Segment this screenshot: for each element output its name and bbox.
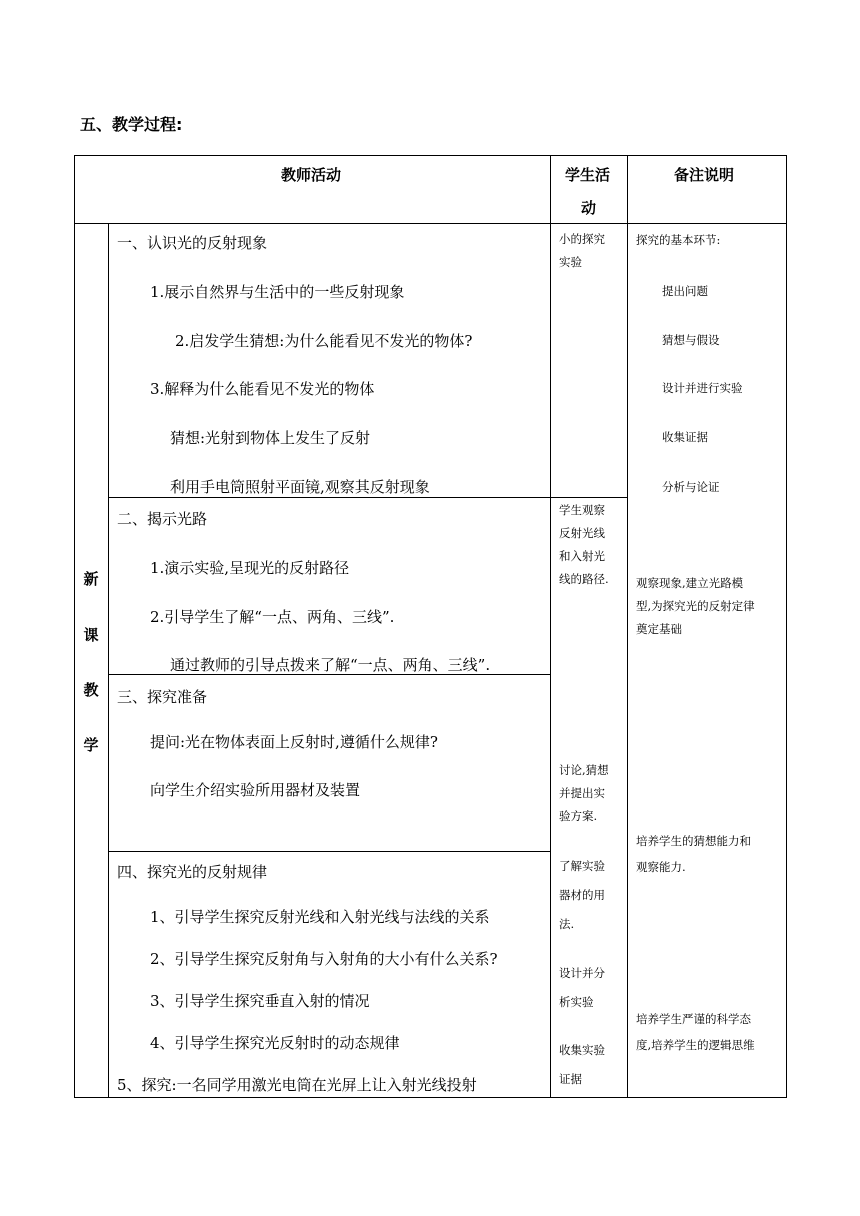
section-item: 4、引导学生探究光反射时的动态规律 [150,1034,400,1052]
table-bottom-border [74,1097,787,1098]
remark-note: 培养学生严谨的科学态 度,培养学生的逻辑思维 [636,1012,755,1052]
header-bottom-border [74,223,787,224]
section-item: 猜想:光射到物体上发生了反射 [170,429,371,447]
section-item: 1.演示实验,呈现光的反射路径 [150,559,350,577]
section-item: 1.展示自然界与生活中的一些反射现象 [150,283,405,301]
remark-steps-title: 探究的基本环节: [636,233,721,247]
phase-column-divider [108,223,109,1098]
section-item: 3、引导学生探究垂直入射的情况 [150,992,370,1010]
remark-step: 设计并进行实验 [662,381,743,395]
table-top-border [74,155,787,156]
student-note: 小的探究 实验 [559,232,605,269]
remark-step: 收集证据 [662,430,708,444]
table-right-border [786,155,787,1098]
student-note: 收集实验 证据 [559,1043,605,1086]
row-divider-3 [108,851,551,852]
section-title: 二、揭示光路 [117,510,208,528]
phase-label-char: 教 [83,681,99,699]
section-heading: 五、教学过程: [80,115,183,134]
remark-step: 猜想与假设 [662,333,720,347]
row-divider-1 [108,497,627,498]
remark-note: 培养学生的猜想能力和 观察能力. [636,834,751,874]
remark-step: 分析与论证 [662,480,720,494]
section-item: 通过教师的引导点拨来了解“一点、两角、三线”. [170,656,491,674]
section-item: 2、引导学生探究反射角与入射角的大小有什么关系? [150,950,498,968]
section-item: 利用手电筒照射平面镜,观察其反射现象 [170,478,430,496]
section-item: 2.引导学生了解“一点、两角、三线”. [150,608,395,626]
section-title: 四、探究光的反射规律 [117,863,268,881]
teacher-column-divider [550,155,551,1098]
remark-step: 提出问题 [662,284,708,298]
header-notes: 备注说明 [674,166,735,184]
header-student-activity-line2: 动 [581,199,597,217]
phase-label-char: 学 [83,736,99,754]
student-column-divider [627,155,628,1098]
section-title: 一、认识光的反射现象 [117,234,268,252]
section-item: 向学生介绍实验所用器材及装置 [150,781,361,799]
section-item: 1、引导学生探究反射光线和入射光线与法线的关系 [150,908,490,926]
section-item: 5、探究:一名同学用激光电筒在光屏上让入射光线投射 [117,1076,477,1094]
student-note: 了解实验 器材的用 法. [559,859,605,931]
student-note: 学生观察 反射光线 和入射光 线的路径. [559,503,609,586]
phase-label-char: 课 [83,626,99,644]
section-item: 2.启发学生猜想:为什么能看见不发光的物体? [175,332,473,350]
remark-note: 观察现象,建立光路模 型,为探究光的反射定律 奠定基础 [636,576,755,636]
header-teacher-activity: 教师活动 [281,166,342,184]
header-student-activity-line1: 学生活 [565,166,611,184]
section-title: 三、探究准备 [117,688,208,706]
section-item: 3.解释为什么能看见不发光的物体 [150,380,375,398]
phase-label-char: 新 [83,570,99,588]
section-item: 提问:光在物体表面上反射时,遵循什么规律? [150,733,438,751]
student-note: 讨论,猜想 并提出实 验方案. [559,763,609,823]
student-note: 设计并分 析实验 [559,966,605,1009]
